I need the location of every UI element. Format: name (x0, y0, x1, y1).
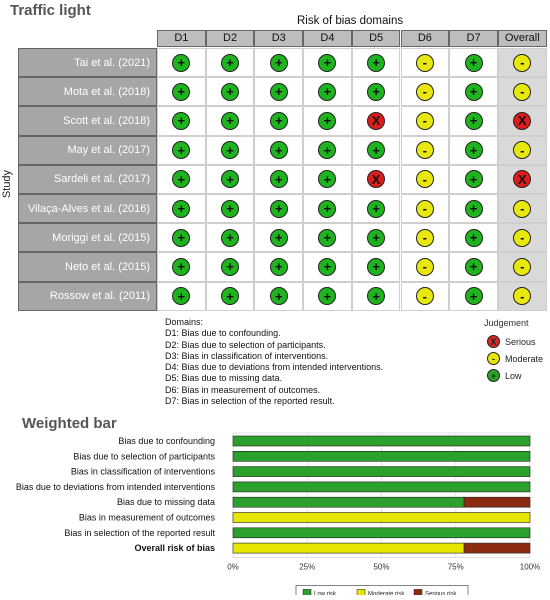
study-label: Mota et al. (2018) (18, 77, 157, 106)
judgement-cell (498, 165, 547, 194)
bar-segment-low-risk (233, 436, 530, 446)
judgement-cell (303, 106, 352, 135)
moderate-risk-icon: - (513, 258, 531, 276)
low-risk-icon: + (367, 287, 385, 305)
moderate-risk-icon: - (513, 54, 531, 72)
judgement-cell (206, 165, 255, 194)
judgement-cell (352, 252, 401, 281)
low-risk-icon: + (465, 229, 483, 247)
low-risk-icon: + (318, 112, 336, 130)
study-label: Tai et al. (2021) (18, 48, 157, 77)
bar-segment-low-risk (233, 528, 530, 538)
judgement-cell (157, 48, 206, 77)
judgement-cell (352, 77, 401, 106)
study-label: Moriggi et al. (2015) (18, 223, 157, 252)
low-risk-icon: + (367, 258, 385, 276)
moderate-symbol-icon: - (487, 352, 500, 365)
low-risk-icon: + (172, 170, 190, 188)
domain-d4: D4: Bias due to deviations from intended interventions. (165, 362, 384, 373)
judgement-cell (303, 48, 352, 77)
bar-category-label: Bias due to selection of participants (73, 451, 215, 462)
judgement-cell (157, 77, 206, 106)
judgement-cell (449, 194, 498, 223)
judgement-cell (401, 77, 450, 106)
judgement-cell (206, 77, 255, 106)
low-risk-icon: + (465, 200, 483, 218)
risk-of-bias-header: Risk of bias domains (297, 15, 404, 27)
study-label: Scott et al. (2018) (18, 106, 157, 135)
judgement-cell (498, 48, 547, 77)
judgement-cell (401, 48, 450, 77)
low-risk-icon: + (270, 229, 288, 247)
judgement-cell (157, 165, 206, 194)
column-header-d7: D7 (449, 30, 498, 47)
low-risk-icon: + (172, 83, 190, 101)
domain-d7: D7: Bias in selection of the reported result. (165, 396, 335, 407)
judgement-cell (157, 252, 206, 281)
low-risk-icon: + (172, 258, 190, 276)
moderate-risk-icon: - (513, 287, 531, 305)
low-risk-icon: + (221, 258, 239, 276)
low-risk-icon: + (221, 287, 239, 305)
low-risk-icon: + (367, 83, 385, 101)
judgement-cell (303, 165, 352, 194)
low-risk-icon: + (270, 200, 288, 218)
low-risk-icon: + (465, 83, 483, 101)
judgement-cell (498, 282, 547, 311)
judgement-cell (449, 136, 498, 165)
judgement-cell (352, 282, 401, 311)
low-risk-icon: + (318, 83, 336, 101)
judgement-cell (254, 282, 303, 311)
judgement-cell (401, 136, 450, 165)
judgement-cell (498, 106, 547, 135)
judgement-moderate: - Moderate (487, 350, 543, 367)
judgement-cell (157, 282, 206, 311)
moderate-risk-icon: - (416, 54, 434, 72)
low-risk-icon: + (270, 287, 288, 305)
low-risk-icon: + (221, 170, 239, 188)
judgement-cell (401, 194, 450, 223)
moderate-risk-icon: - (513, 83, 531, 101)
bar-segment-low-risk (233, 451, 530, 461)
low-risk-icon: + (172, 287, 190, 305)
moderate-risk-icon: - (416, 141, 434, 159)
legend-swatch (357, 589, 365, 595)
traffic-light-title: Traffic light (10, 2, 91, 19)
low-risk-icon: + (172, 54, 190, 72)
low-risk-icon: + (318, 229, 336, 247)
legend-label: Serious risk (425, 591, 457, 595)
judgement-cell (498, 223, 547, 252)
low-risk-icon: + (172, 112, 190, 130)
weighted-bar-chart (0, 430, 550, 595)
bar-segment-moderate-risk (233, 513, 530, 523)
judgement-cell (498, 77, 547, 106)
judgement-cell (206, 282, 255, 311)
judgement-cell (206, 252, 255, 281)
low-risk-icon: + (465, 141, 483, 159)
weighted-bar-title: Weighted bar (22, 415, 117, 432)
serious-risk-icon: X (367, 170, 385, 188)
low-risk-icon: + (318, 54, 336, 72)
judgement-cell (352, 194, 401, 223)
low-risk-icon: + (367, 200, 385, 218)
judgement-cell (498, 252, 547, 281)
moderate-risk-icon: - (416, 258, 434, 276)
low-risk-icon: + (221, 200, 239, 218)
judgement-cell (449, 48, 498, 77)
column-header-d4: D4 (303, 30, 352, 47)
judgement-cell (303, 252, 352, 281)
judgement-cell (254, 252, 303, 281)
judgement-cell (401, 223, 450, 252)
bar-segment-moderate-risk (233, 543, 464, 553)
bar-segment-low-risk (233, 497, 464, 507)
judgement-cell (401, 282, 450, 311)
serious-risk-icon: X (513, 112, 531, 130)
judgement-cell (352, 165, 401, 194)
judgement-cell (352, 106, 401, 135)
low-risk-icon: + (465, 258, 483, 276)
judgement-cell (254, 194, 303, 223)
judgement-cell (254, 48, 303, 77)
judgement-cell (206, 194, 255, 223)
legend-label: Moderate risk (368, 591, 405, 595)
moderate-risk-icon: - (513, 200, 531, 218)
serious-symbol-icon: X (487, 335, 500, 348)
bar-segment-low-risk (233, 482, 530, 492)
judgement-cell (254, 136, 303, 165)
judgement-cell (352, 48, 401, 77)
study-label: Sardeli et al. (2017) (18, 165, 157, 194)
column-header-d6: D6 (401, 30, 450, 47)
judgement-cell (206, 136, 255, 165)
judgement-cell (303, 194, 352, 223)
judgement-cell (206, 48, 255, 77)
bar-category-label: Bias due to deviations from intended interventions (15, 481, 215, 492)
judgement-cell (254, 223, 303, 252)
column-header-d5: D5 (352, 30, 401, 47)
moderate-risk-icon: - (513, 229, 531, 247)
study-label: May et al. (2017) (18, 136, 157, 165)
judgement-cell (449, 282, 498, 311)
serious-risk-icon: X (367, 112, 385, 130)
low-risk-icon: + (270, 170, 288, 188)
low-risk-icon: + (221, 229, 239, 247)
x-tick-label: 100% (519, 562, 541, 572)
bar-segment-serious-risk (464, 543, 530, 553)
low-risk-icon: + (221, 83, 239, 101)
judgement-serious: X Serious (487, 333, 543, 350)
low-risk-icon: + (221, 141, 239, 159)
low-risk-icon: + (270, 54, 288, 72)
domain-d6: D6: Bias in measurement of outcomes. (165, 384, 321, 395)
study-label: Vilaça-Alves et al. (2016) (18, 194, 157, 223)
low-risk-icon: + (172, 141, 190, 159)
judgement-cell (254, 106, 303, 135)
low-risk-icon: + (318, 170, 336, 188)
judgement-title: Judgement (484, 318, 529, 328)
low-risk-icon: + (172, 200, 190, 218)
low-risk-icon: + (465, 54, 483, 72)
low-risk-icon: + (465, 170, 483, 188)
low-risk-icon: + (367, 141, 385, 159)
low-risk-icon: + (367, 54, 385, 72)
low-risk-icon: + (221, 112, 239, 130)
judgement-cell (157, 106, 206, 135)
judgement-cell (157, 136, 206, 165)
judgement-cell (157, 194, 206, 223)
judgement-low: + Low (487, 367, 543, 384)
moderate-risk-icon: - (416, 200, 434, 218)
domain-d2: D2: Bias due to selection of participants. (165, 339, 326, 350)
low-risk-icon: + (318, 287, 336, 305)
judgement-cell (449, 252, 498, 281)
moderate-risk-icon: - (513, 141, 531, 159)
judgement-cell (449, 165, 498, 194)
judgement-cell (401, 252, 450, 281)
judgement-cell (206, 223, 255, 252)
study-label: Rossow et al. (2011) (18, 282, 157, 311)
low-risk-icon: + (318, 200, 336, 218)
bar-category-label: Bias due to missing data (116, 497, 215, 508)
bar-category-label: Overall risk of bias (134, 543, 215, 554)
serious-risk-icon: X (513, 170, 531, 188)
judgement-cell (498, 136, 547, 165)
domains-legend (165, 317, 383, 407)
low-risk-icon: + (270, 112, 288, 130)
low-risk-icon: + (318, 258, 336, 276)
domain-d3: D3: Bias in classification of interventions. (165, 350, 329, 361)
column-header-overall: Overall (498, 30, 547, 47)
judgement-cell (303, 77, 352, 106)
column-header-d3: D3 (254, 30, 303, 47)
low-risk-icon: + (270, 83, 288, 101)
bar-category-label: Bias in selection of the reported result (64, 527, 215, 538)
x-tick-label: 50% (373, 562, 390, 572)
judgement-legend (487, 333, 543, 384)
x-tick-label: 25% (299, 562, 316, 572)
judgement-cell (449, 77, 498, 106)
judgement-cell (352, 223, 401, 252)
judgement-cell (206, 106, 255, 135)
judgement-cell (303, 282, 352, 311)
domain-d1: D1: Bias due to confounding. (165, 328, 281, 339)
weighted-bar-svg (0, 430, 550, 595)
low-risk-icon: + (221, 54, 239, 72)
judgement-cell (254, 165, 303, 194)
x-tick-label: 75% (447, 562, 464, 572)
legend-swatch (303, 589, 311, 595)
legend-swatch (414, 589, 422, 595)
judgement-cell (449, 223, 498, 252)
judgement-cell (352, 136, 401, 165)
bar-category-label: Bias due to confounding (118, 436, 215, 446)
low-risk-icon: + (318, 141, 336, 159)
low-risk-icon: + (172, 229, 190, 247)
judgement-cell (401, 165, 450, 194)
judgement-cell (157, 223, 206, 252)
study-label: Neto et al. (2015) (18, 252, 157, 281)
low-risk-icon: + (465, 112, 483, 130)
moderate-risk-icon: - (416, 229, 434, 247)
judgement-cell (303, 136, 352, 165)
domains-title: Domains: (165, 317, 204, 327)
low-risk-icon: + (270, 258, 288, 276)
bar-category-label: Bias in classification of interventions (70, 466, 215, 477)
bar-segment-serious-risk (464, 497, 530, 507)
column-header-d1: D1 (157, 30, 206, 47)
low-risk-icon: + (270, 141, 288, 159)
low-risk-icon: + (465, 287, 483, 305)
bar-segment-low-risk (233, 467, 530, 477)
judgement-cell (449, 106, 498, 135)
legend-label: Low risk (314, 591, 337, 595)
x-tick-label: 0% (227, 562, 239, 572)
bar-category-label: Bias in measurement of outcomes (78, 512, 215, 523)
study-axis-label: Study (1, 169, 13, 199)
column-header-d2: D2 (206, 30, 255, 47)
low-risk-icon: + (367, 229, 385, 247)
judgement-cell (498, 194, 547, 223)
judgement-cell (401, 106, 450, 135)
low-symbol-icon: + (487, 369, 500, 382)
moderate-risk-icon: - (416, 112, 434, 130)
moderate-risk-icon: - (416, 83, 434, 101)
moderate-risk-icon: - (416, 287, 434, 305)
domain-d5: D5: Bias due to missing data. (165, 373, 283, 384)
moderate-risk-icon: - (416, 170, 434, 188)
judgement-cell (254, 77, 303, 106)
judgement-cell (303, 223, 352, 252)
